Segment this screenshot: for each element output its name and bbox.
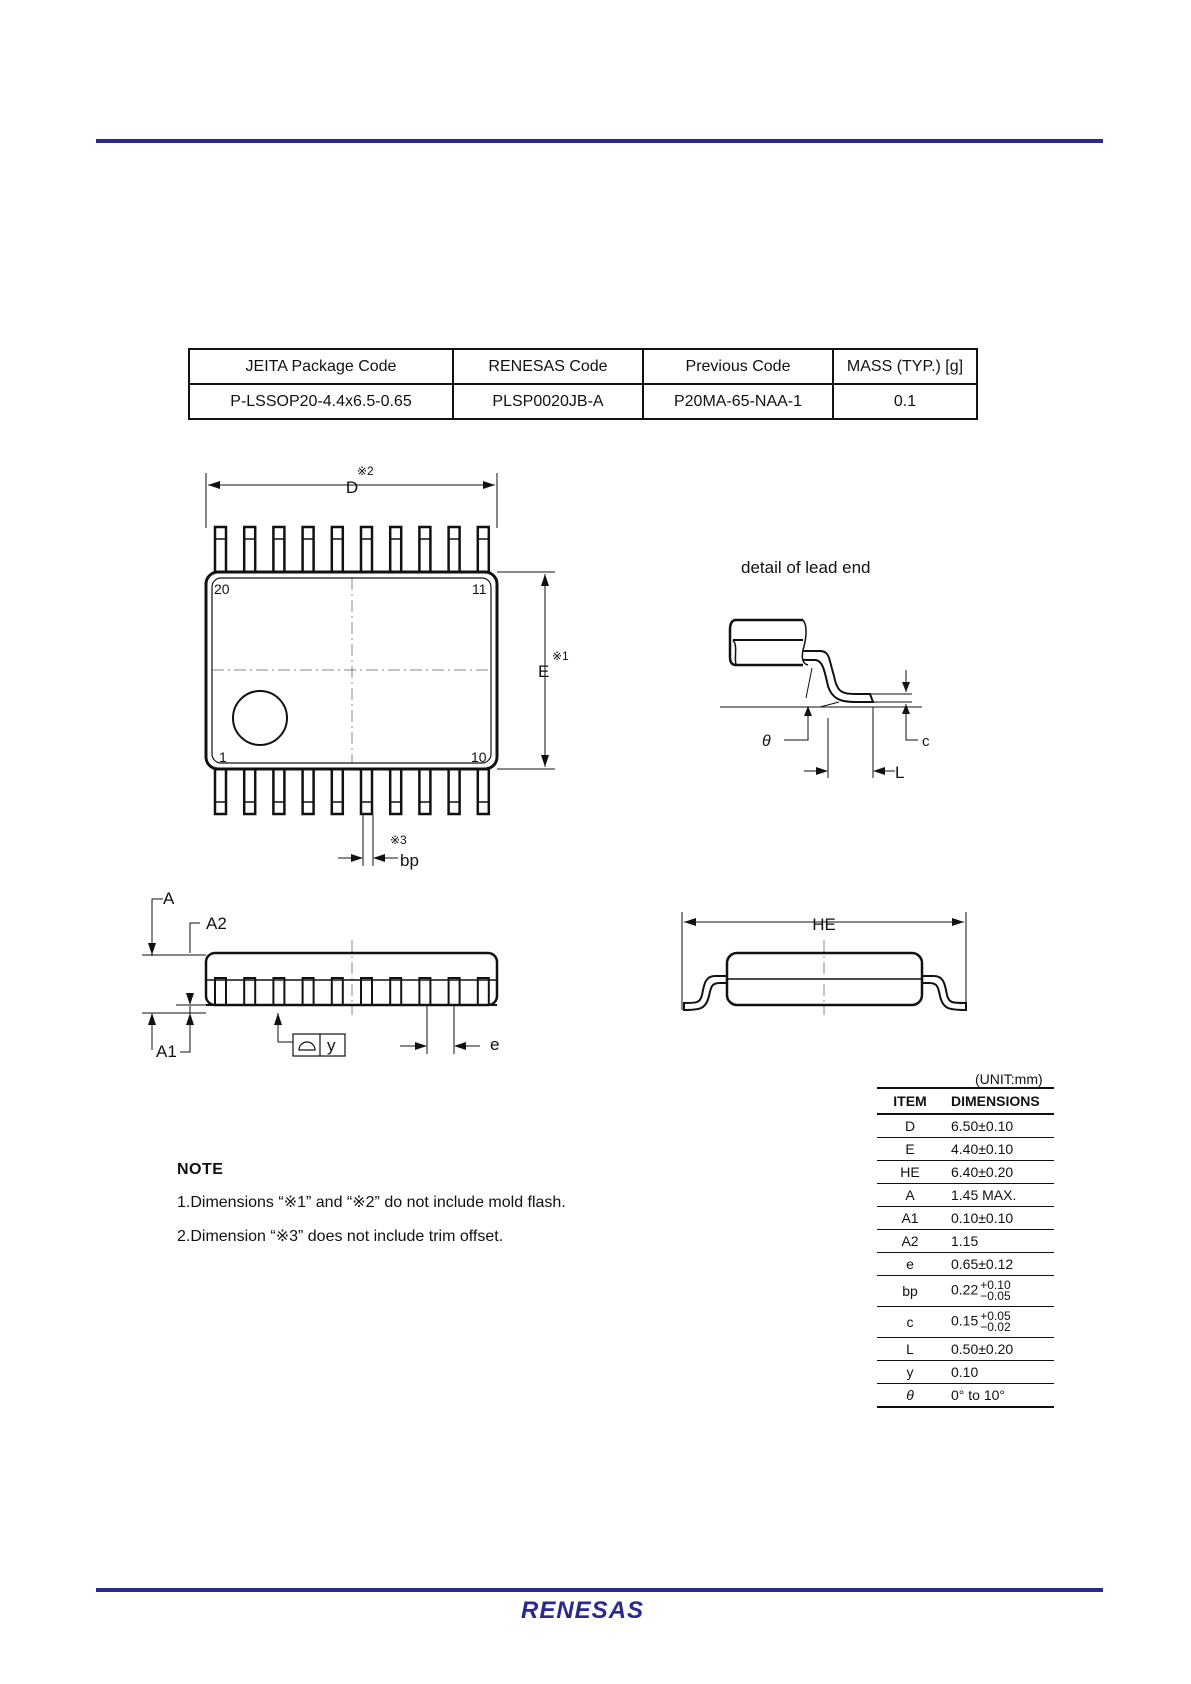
item-cell: HE xyxy=(877,1161,943,1184)
lead-bottom xyxy=(303,769,314,814)
dim-a-label: A xyxy=(163,889,175,908)
table-row xyxy=(877,1207,1054,1230)
tolerance-minus: −0.02 xyxy=(980,1320,1011,1334)
header-dimensions: DIMENSIONS xyxy=(943,1088,1054,1114)
table-row xyxy=(877,1161,1054,1184)
value-cell: 0.10±0.10 xyxy=(943,1207,1054,1230)
value-cell: 1.45 MAX. xyxy=(943,1184,1054,1207)
table-row xyxy=(877,1307,1054,1338)
flatness-y-label: y xyxy=(327,1036,336,1055)
lead-bottom xyxy=(419,769,430,814)
table-row xyxy=(877,1114,1054,1138)
table-row xyxy=(877,1276,1054,1307)
pin-11-label: 11 xyxy=(472,581,487,597)
dim-e-label: E xyxy=(538,662,550,681)
dim-c-label: c xyxy=(922,733,930,750)
lead-side xyxy=(244,978,255,1005)
tolerance-plus: +0.10 xyxy=(980,1278,1011,1292)
item-cell: θ xyxy=(877,1384,943,1408)
item-cell: A2 xyxy=(877,1230,943,1253)
lead-side xyxy=(332,978,343,1005)
value-cell: 0.10 xyxy=(943,1361,1054,1384)
renesas-logo: RENESAS xyxy=(521,1597,645,1624)
item-cell: c xyxy=(877,1307,943,1338)
notes-block xyxy=(177,1161,566,1260)
table-row xyxy=(877,1384,1054,1408)
dim-e-pitch-label: e xyxy=(490,1035,500,1054)
lead-side xyxy=(390,978,401,1005)
lead-side xyxy=(361,978,372,1005)
header-renesas-code: RENESAS Code xyxy=(453,349,643,384)
value-cell: 6.50±0.10 xyxy=(943,1114,1054,1138)
table-row xyxy=(877,1138,1054,1161)
pin-10-label: 10 xyxy=(471,749,487,765)
nominal-value: 0.15 xyxy=(951,1312,979,1329)
value-cell: 6.40±0.20 xyxy=(943,1161,1054,1184)
header-item: ITEM xyxy=(877,1088,943,1114)
detail-title: detail of lead end xyxy=(741,558,871,577)
note-heading: NOTE xyxy=(177,1161,224,1178)
table-row xyxy=(877,1230,1054,1253)
jeita-value: P-LSSOP20-4.4x6.5-0.65 xyxy=(189,384,453,419)
value-cell: 0.65±0.12 xyxy=(943,1253,1054,1276)
dim-l-label: L xyxy=(895,763,905,782)
value-cell: 1.15 xyxy=(943,1230,1054,1253)
lead-bottom xyxy=(361,769,372,814)
note-line-1: 1.Dimensions “※1” and “※2” do not include mold flash. xyxy=(177,1194,566,1211)
top-view xyxy=(206,473,555,866)
value-cell: 4.40±0.10 xyxy=(943,1138,1054,1161)
lead-bottom xyxy=(244,769,255,814)
dim-e-mark: ※1 xyxy=(552,649,569,663)
lead-side xyxy=(478,978,489,1005)
dim-a1-label: A1 xyxy=(156,1042,177,1061)
unit-label: (UNIT:mm) xyxy=(975,1071,1043,1087)
lead-bottom xyxy=(390,769,401,814)
lead-top xyxy=(478,527,489,572)
lead-end-detail xyxy=(720,620,922,778)
lead-top xyxy=(449,527,460,572)
dim-a2-label: A2 xyxy=(206,914,227,933)
nominal-value: 0.22 xyxy=(951,1281,979,1298)
lead-top xyxy=(332,527,343,572)
dim-theta-label: θ xyxy=(762,733,771,750)
lead-top xyxy=(361,527,372,572)
footer-rule xyxy=(96,1588,1103,1592)
dim-he-label: HE xyxy=(812,915,836,934)
lead-bottom xyxy=(215,769,226,814)
item-cell: L xyxy=(877,1338,943,1361)
item-cell: bp xyxy=(877,1276,943,1307)
side-view xyxy=(142,899,500,1056)
item-cell: D xyxy=(877,1114,943,1138)
header-mass: MASS (TYP.) [g] xyxy=(833,349,977,384)
value-cell: 0° to 10° xyxy=(943,1384,1054,1408)
table-row xyxy=(877,1361,1054,1384)
table-row xyxy=(877,1338,1054,1361)
dimensions-header-row xyxy=(877,1088,1054,1114)
header-previous-code: Previous Code xyxy=(643,349,833,384)
dim-d-label: D xyxy=(345,478,359,497)
renesas-code-value: PLSP0020JB-A xyxy=(453,384,643,419)
note-line-2: 2.Dimension “※3” does not include trim offset. xyxy=(177,1228,504,1245)
table-row xyxy=(877,1184,1054,1207)
lead-side xyxy=(449,978,460,1005)
item-cell: A1 xyxy=(877,1207,943,1230)
lead-side xyxy=(419,978,430,1005)
lead-bottom xyxy=(273,769,284,814)
lead-bottom xyxy=(332,769,343,814)
header-jeita: JEITA Package Code xyxy=(189,349,453,384)
dim-bp-label: bp xyxy=(400,851,419,870)
lead-top xyxy=(303,527,314,572)
lead-top xyxy=(390,527,401,572)
item-cell: e xyxy=(877,1253,943,1276)
mass-value: 0.1 xyxy=(833,384,977,419)
tolerance-plus: +0.05 xyxy=(980,1309,1011,1323)
pin-1-label: 1 xyxy=(219,749,227,765)
lead-top xyxy=(215,527,226,572)
lead-bottom xyxy=(449,769,460,814)
item-cell: A xyxy=(877,1184,943,1207)
lead-side xyxy=(303,978,314,1005)
previous-code-value: P20MA-65-NAA-1 xyxy=(643,384,833,419)
value-cell: 0.50±0.20 xyxy=(943,1338,1054,1361)
value-cell xyxy=(943,1307,1054,1338)
dimensions-table xyxy=(877,1087,1054,1408)
lead-top xyxy=(244,527,255,572)
dim-d-mark: ※2 xyxy=(357,464,374,478)
item-cell: y xyxy=(877,1361,943,1384)
lead-side xyxy=(273,978,284,1005)
tolerance xyxy=(980,1280,1010,1302)
item-cell: E xyxy=(877,1138,943,1161)
lead-top xyxy=(419,527,430,572)
pin-20-label: 20 xyxy=(214,581,230,597)
tolerance xyxy=(980,1311,1010,1333)
tolerance-minus: −0.05 xyxy=(980,1289,1011,1303)
dim-bp-mark: ※3 xyxy=(390,833,407,847)
lead-side xyxy=(215,978,226,1005)
table-row xyxy=(877,1253,1054,1276)
value-cell xyxy=(943,1276,1054,1307)
lead-top xyxy=(273,527,284,572)
lead-bottom xyxy=(478,769,489,814)
